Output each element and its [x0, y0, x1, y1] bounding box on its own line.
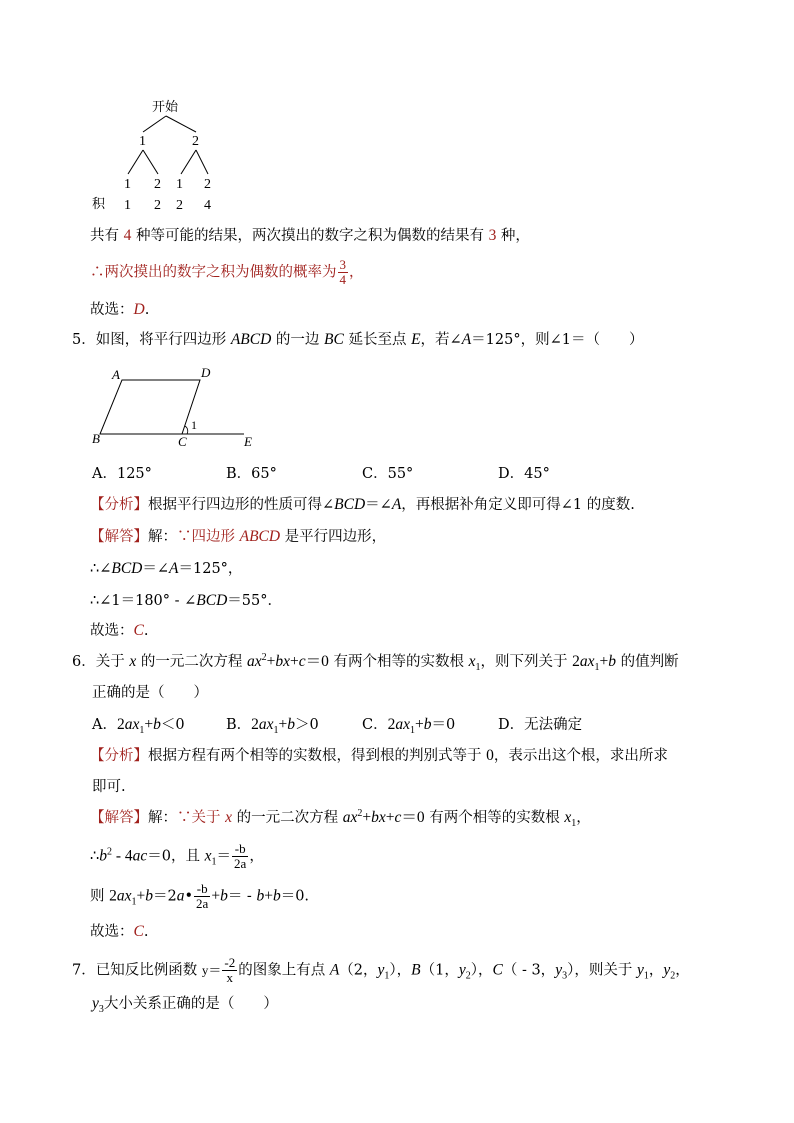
tree-level1-node: 2 — [192, 134, 199, 149]
q6-analysis: 【分析】根据方程有两个相等的实数根，得到根的判别式等于 0，表示出这个根，求出所求 — [90, 747, 668, 764]
tree-root: 开始 — [152, 100, 179, 115]
q5-step-1: ∴∠BCD＝∠A＝125°， — [90, 560, 243, 577]
q6-step-1: $\therefore b^2 - 4ac=0$，且 $x_1=$ $\frac{-b}{2a}$ ， — [90, 841, 264, 871]
vertex-label-c: C — [178, 434, 187, 449]
q5-option-a[interactable]: A．125° — [92, 466, 152, 482]
q5-option-b[interactable]: B．65° — [226, 466, 277, 482]
tree-product: 4 — [204, 198, 211, 213]
q5-stem: 5．如图，将平行四边形 ABCD 的一边 BC 延长至点 E，若∠A＝125°，则∠1＝（ ） — [72, 331, 644, 348]
vertex-label-e: E — [244, 434, 252, 449]
tree-product-label: 积 — [92, 197, 106, 212]
substitution-fraction: $\frac{-b}{2a}$ — [196, 881, 209, 911]
tree-level2-node: 2 — [154, 177, 161, 192]
q6-solution: 【解答】解：∵关于 x 的一元二次方程 $ax^2+bx+c=0$ 有两个相等的实数根 $x_1$， — [90, 808, 591, 829]
tree-product: 1 — [124, 198, 131, 213]
q5-option-d[interactable]: D．45° — [498, 466, 550, 482]
q5-option-c[interactable]: C．55° — [362, 466, 414, 482]
tree-level2-node: 1 — [176, 177, 183, 192]
q6-stem: 6．关于 x 的一元二次方程 $ax^2+bx+c=0$ 有两个相等的实数根 $x_1$，则下列关于 $2ax_1+b$ 的值判断 — [72, 652, 679, 673]
q7-stem: 7．已知反比例函数 y＝ $\frac{-2}{x}$ 的图象上有点 A（2，$y_1$），B（1，$y_2$），C（ - 3，$y_3$），则关于 $y_1$，$y_2$， — [72, 955, 690, 985]
q5-analysis: 【分析】根据平行四边形的性质可得∠BCD＝∠A，再根据补角定义即可得∠1 的度数. — [90, 496, 635, 513]
angle-label-1: 1 — [191, 418, 197, 432]
vertex-label-d: D — [201, 365, 211, 380]
tree-level2-node: 2 — [204, 177, 211, 192]
tree-product: 2 — [154, 198, 161, 213]
q6-option-c[interactable]: C．$2ax_1+b=0$ — [362, 716, 456, 736]
q5-solution: 【解答】解：∵四边形 ABCD 是平行四边形， — [90, 528, 387, 545]
solution-tag: 【解答】 — [90, 529, 148, 545]
question-number: 5． — [72, 332, 96, 348]
q5-step-2: ∴∠1＝180° - ∠BCD＝55°． — [90, 592, 282, 609]
tree-product: 2 — [176, 198, 183, 213]
question-number: 6． — [72, 654, 96, 670]
root-fraction: $\frac{-b}{2a}$ — [234, 841, 247, 871]
q5-answer: 故选：C. — [90, 622, 149, 639]
q4-result-line: 共有 4 种等可能的结果，两次摸出的数字之积为偶数的结果有 3 种， — [90, 227, 530, 244]
analysis-tag: 【分析】 — [90, 497, 148, 513]
q6-option-b[interactable]: B．$2ax_1+b>0$ — [226, 716, 319, 736]
vertex-label-a: A — [112, 367, 120, 382]
probability-fraction: $\frac{3}{4}$ — [339, 257, 346, 287]
parallelogram-figure — [88, 362, 268, 454]
solution-tag: 【解答】 — [90, 810, 148, 826]
vertex-label-b: B — [92, 431, 100, 446]
q7-stem-line2: $y_3$大小关系正确的是（ ） — [92, 995, 278, 1015]
q4-answer: 故选：D. — [90, 301, 150, 318]
question-number: 7． — [72, 962, 96, 979]
q6-option-a[interactable]: A．$2ax_1+b<0$ — [92, 716, 185, 736]
q6-step-2: 则 $2ax_1+b=2a•$ $\frac{-b}{2a}$ +b＝ - b+b＝0. — [90, 881, 310, 911]
q4-conclusion: ∴两次摸出的数字之积为偶数的概率为 $\frac{3}{4}$ ， — [90, 257, 364, 287]
q6-option-d[interactable]: D．无法确定 — [498, 717, 583, 733]
analysis-tag: 【分析】 — [90, 748, 148, 764]
probability-tree-diagram — [86, 96, 246, 218]
tree-level2-node: 1 — [124, 177, 131, 192]
q6-stem-line2: 正确的是（ ） — [92, 685, 208, 701]
function-fraction: $\frac{-2}{x}$ — [224, 955, 236, 985]
q6-analysis-line2: 即可. — [92, 779, 126, 795]
tree-level1-node: 1 — [139, 134, 146, 149]
q6-answer: 故选：C. — [90, 923, 149, 940]
